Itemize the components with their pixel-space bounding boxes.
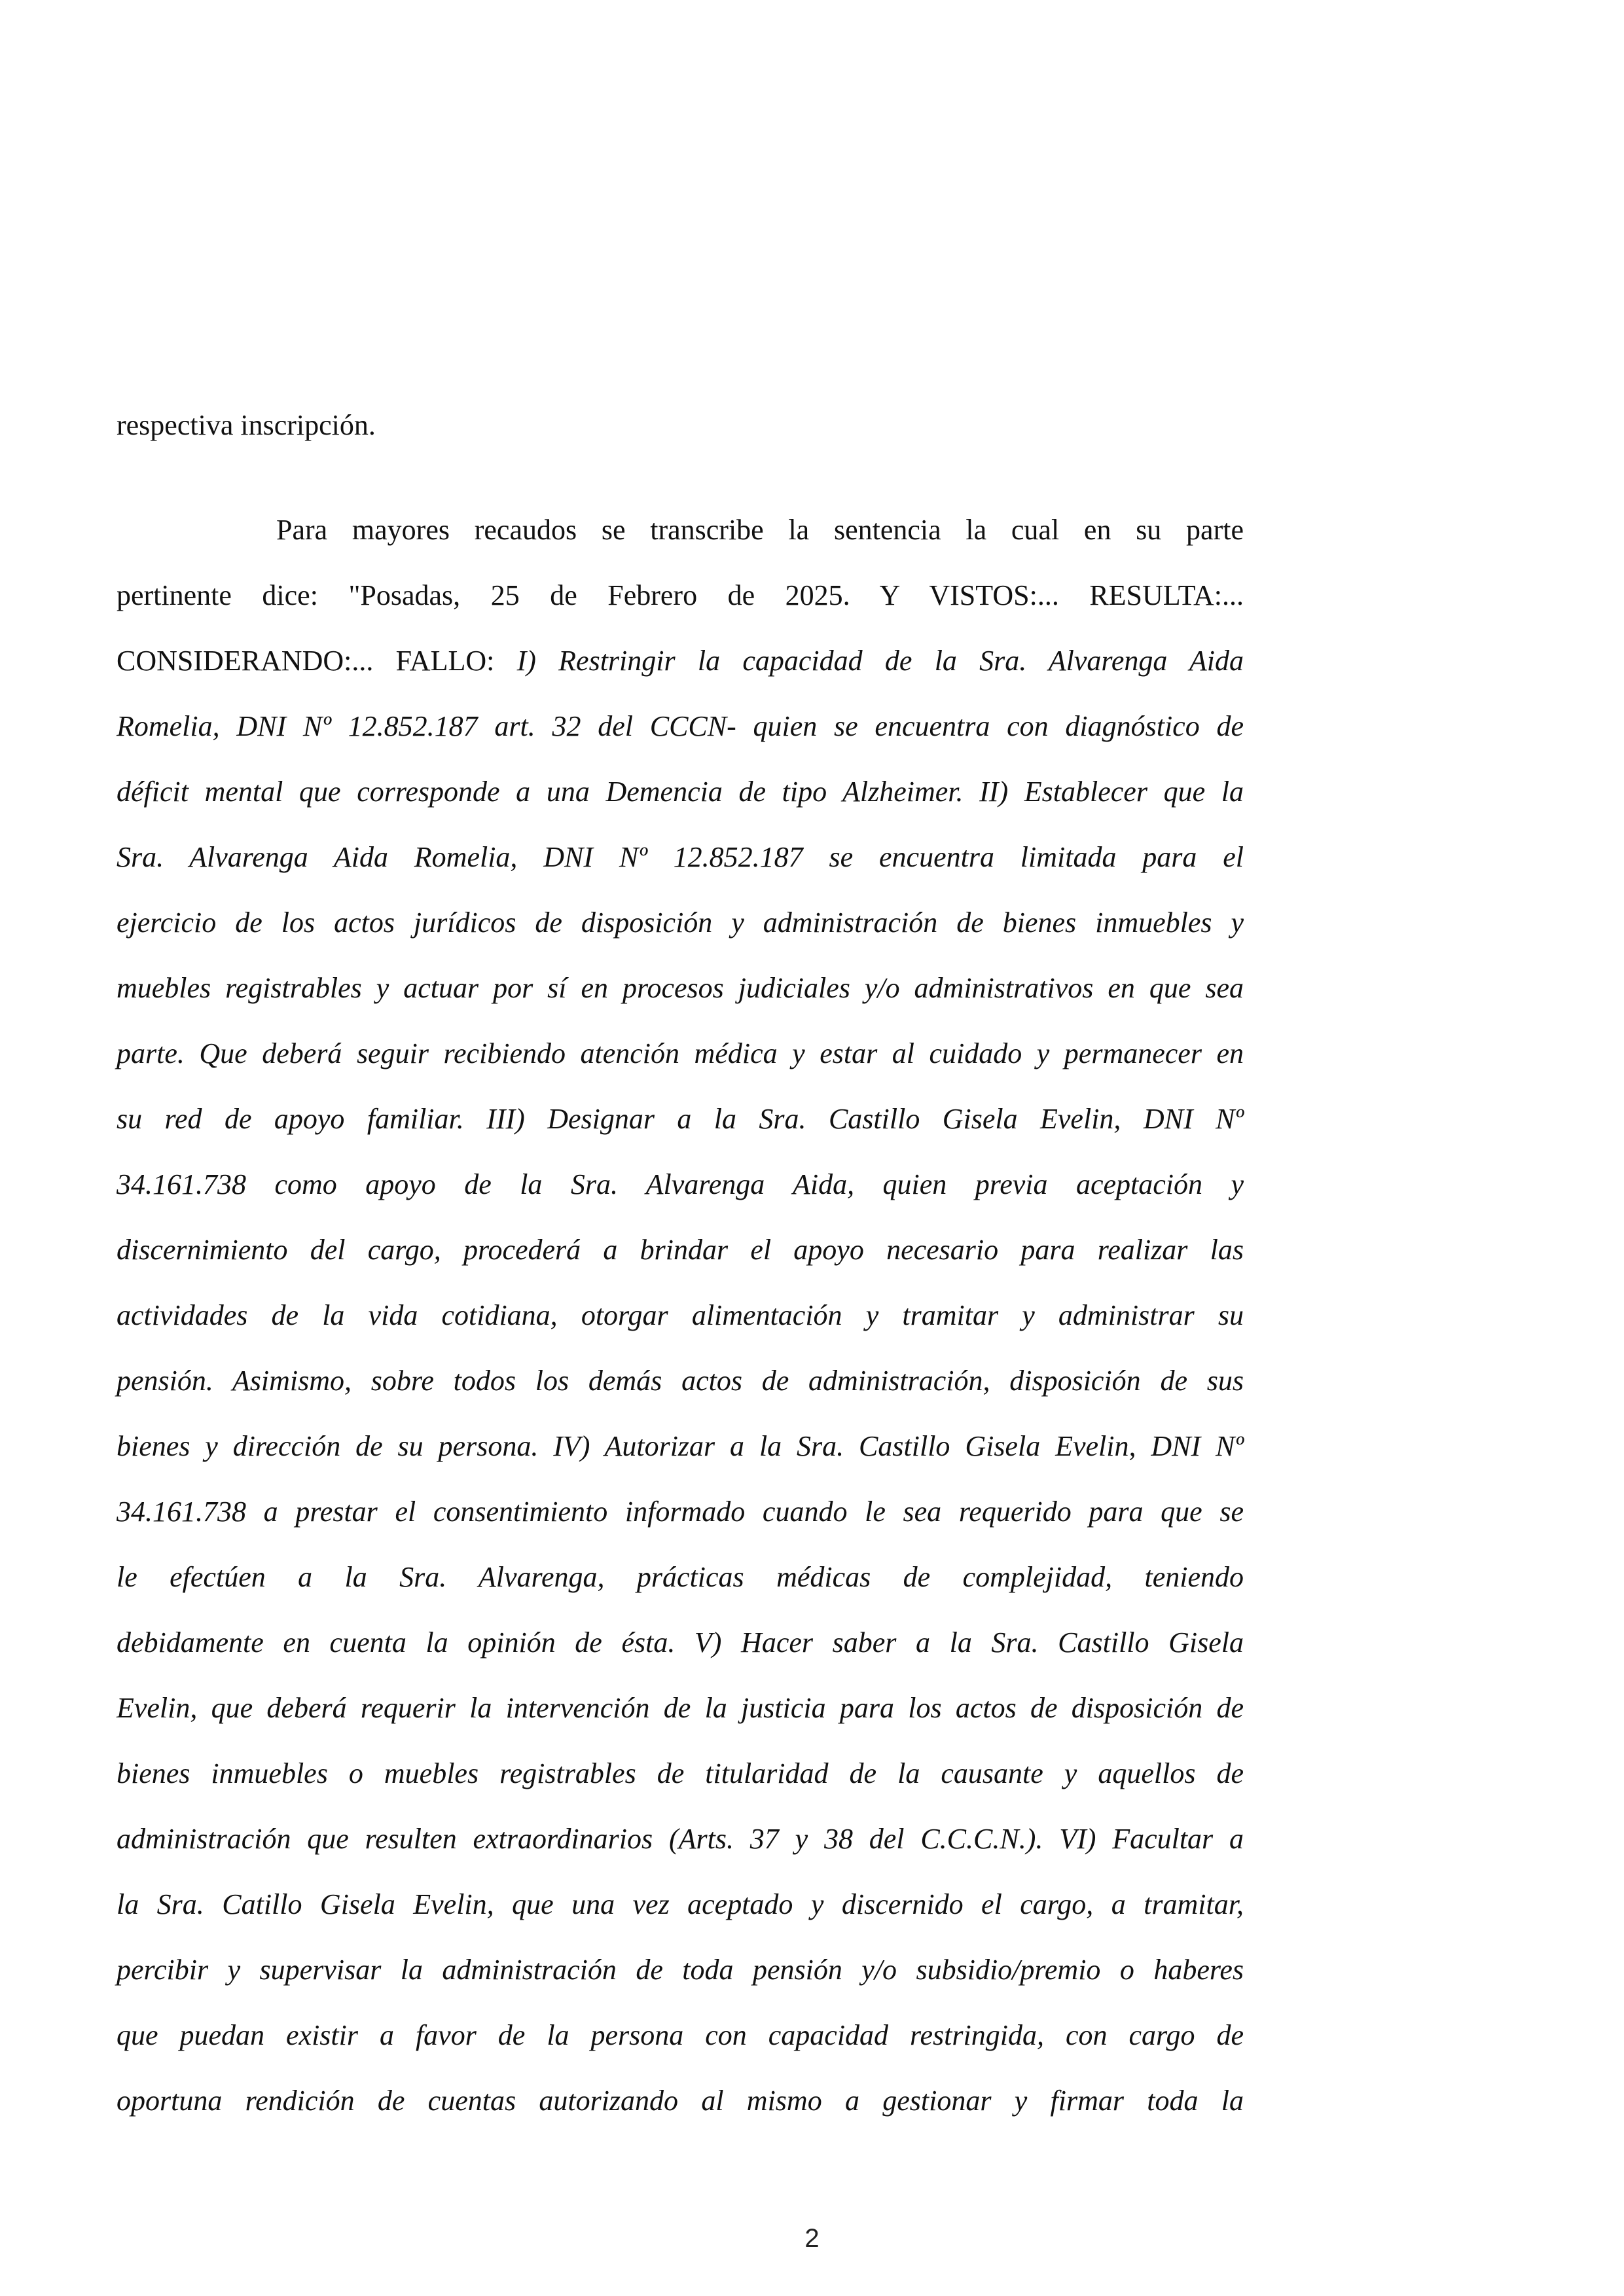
text-line-12: 34.161.738 como apoyo de la Sra. Alvarenga Aida, quien previa aceptación y <box>117 1168 1244 1200</box>
text-line-4 <box>117 628 1244 694</box>
text-line-25: que puedan existir a favor de la persona con capacidad restringida, con cargo de <box>117 2019 1244 2051</box>
text-line-22: administración que resulten extraordinarios (Arts. 37 y 38 del C.C.C.N.). VI) Facultar a <box>117 1823 1244 1855</box>
text-line-5: Romelia, DNI Nº 12.852.187 art. 32 del CCCN- quien se encuentra con diagnóstico de <box>117 710 1244 742</box>
text-line-4-upright: CONSIDERANDO:... FALLO: <box>117 645 517 677</box>
document-body <box>117 393 1244 2134</box>
text-line-4-italic: I) Restringir la capacidad de la Sra. Alvarenga Aida <box>516 645 1244 677</box>
text-line-24: percibir y supervisar la administración de toda pensión y/o subsidio/premio o haberes <box>117 1954 1244 1986</box>
text-line-17: 34.161.738 a prestar el consentimiento informado cuando le sea requerido para que se <box>117 1496 1244 1528</box>
text-line-9: muebles registrables y actuar por sí en procesos judiciales y/o administrativos en que sea <box>117 972 1244 1004</box>
text-line-18: le efectúen a la Sra. Alvarenga, prácticas médicas de complejidad, teniendo <box>117 1561 1244 1593</box>
paragraph-gap <box>117 458 1244 497</box>
text-line-10: parte. Que deberá seguir recibiendo atención médica y estar al cuidado y permanecer en <box>117 1037 1244 1069</box>
text-line-23: la Sra. Catillo Gisela Evelin, que una vez aceptado y discernido el cargo, a tramitar, <box>117 1888 1244 1920</box>
text-line-13: discernimiento del cargo, procederá a brindar el apoyo necesario para realizar las <box>117 1234 1244 1266</box>
text-line-2: Para mayores recaudos se transcribe la sentencia la cual en su parte <box>276 514 1244 546</box>
text-line-14: actividades de la vida cotidiana, otorgar alimentación y tramitar y administrar su <box>117 1299 1244 1331</box>
text-line-16: bienes y dirección de su persona. IV) Autorizar a la Sra. Castillo Gisela Evelin, DNI Nº <box>117 1430 1244 1462</box>
text-line-21: bienes inmuebles o muebles registrables de titularidad de la causante y aquellos de <box>117 1757 1244 1789</box>
text-line-19: debidamente en cuenta la opinión de ésta. V) Hacer saber a la Sra. Castillo Gisela <box>117 1626 1244 1659</box>
text-line-6: déficit mental que corresponde a una Demencia de tipo Alzheimer. II) Establecer que la <box>117 776 1244 808</box>
text-line-11: su red de apoyo familiar. III) Designar a la Sra. Castillo Gisela Evelin, DNI Nº <box>117 1103 1244 1135</box>
text-line-7: Sra. Alvarenga Aida Romelia, DNI Nº 12.852.187 se encuentra limitada para el <box>117 841 1244 873</box>
text-line-20: Evelin, que deberá requerir la intervención de la justicia para los actos de disposición de <box>117 1692 1244 1724</box>
text-line-8: ejercicio de los actos jurídicos de disposición y administración de bienes inmuebles y <box>117 906 1244 939</box>
text-line-26: oportuna rendición de cuentas autorizando al mismo a gestionar y firmar toda la <box>117 2085 1244 2117</box>
page-number: 2 <box>804 2224 820 2253</box>
text-line-1: respectiva inscripción. <box>117 409 376 441</box>
text-line-15: pensión. Asimismo, sobre todos los demás actos de administración, disposición de sus <box>117 1365 1244 1397</box>
text-line-3: pertinente dice: "Posadas, 25 de Febrero de 2025. Y VISTOS:... RESULTA:... <box>117 579 1244 611</box>
